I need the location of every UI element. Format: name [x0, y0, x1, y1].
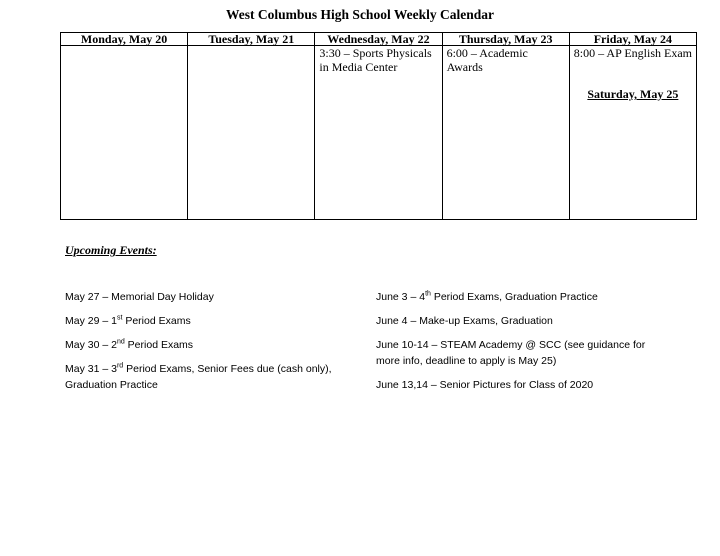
event-item: May 29 – 1st Period Exams — [65, 314, 191, 327]
event-ordinal: nd — [116, 338, 125, 346]
day-header-monday: Monday, May 20 — [61, 33, 188, 46]
event-text: Period Exams — [124, 339, 194, 351]
event-item: June 3 – 4th Period Exams, Graduation Practice — [376, 290, 598, 303]
event-date: June 3 — [376, 291, 408, 303]
day-cell-monday — [61, 46, 188, 220]
event-item: May 27 – Memorial Day Holiday — [65, 291, 214, 303]
event-item: May 31 – 3rd Period Exams, Senior Fees due (cash only), Graduation Practice — [65, 362, 332, 391]
event-number: 1 — [111, 315, 117, 327]
event-number: 2 — [111, 339, 117, 351]
event-item: June 4 – Make-up Exams, Graduation — [376, 315, 553, 327]
upcoming-events-right — [376, 289, 666, 401]
event-number: 4 — [419, 291, 426, 303]
event-text: Make-up Exams, Graduation — [419, 315, 553, 327]
day-header-wednesday: Wednesday, May 22 — [315, 33, 442, 46]
day-header-thursday: Thursday, May 23 — [442, 33, 569, 46]
calendar-event: 8:00 – AP English Exam — [573, 46, 692, 60]
event-text: Period Exams, Senior Fees due (cash only), Graduation Practice — [65, 363, 332, 391]
event-ordinal: th — [425, 290, 431, 298]
event-ordinal: rd — [116, 362, 124, 370]
day-cell-wednesday — [315, 46, 442, 220]
calendar-event: 6:00 – Academic Awards — [446, 46, 528, 74]
day-cell-thursday — [442, 46, 569, 220]
event-date: May 31 — [65, 363, 100, 375]
event-ordinal: st — [116, 314, 123, 322]
event-text: Memorial Day Holiday — [111, 291, 214, 303]
day-cell-tuesday — [188, 46, 315, 220]
page-title: West Columbus High School Weekly Calendar — [226, 7, 494, 22]
event-text: Period Exams — [122, 315, 191, 327]
calendar-event: 3:30 – Sports Physicals in Media Center — [319, 46, 432, 74]
event-text: Period Exams, Graduation Practice — [430, 291, 598, 303]
event-date: June 10-14 — [376, 339, 429, 351]
calendar-body-row — [61, 46, 697, 220]
event-item: May 30 – 2nd Period Exams — [65, 338, 194, 351]
event-date: June 4 — [376, 315, 408, 327]
saturday-label: Saturday, May 25 — [587, 87, 679, 101]
event-item: June 10-14 – STEAM Academy @ SCC (see guidance for more info, deadline to apply is May 25) — [376, 339, 646, 367]
event-date: May 29 — [65, 315, 100, 327]
event-text: Senior Pictures for Class of 2020 — [439, 379, 594, 391]
event-date: May 30 — [65, 339, 100, 351]
upcoming-events-heading: Upcoming Events: — [65, 243, 157, 257]
day-header-friday: Friday, May 24 — [569, 33, 696, 46]
day-cell-friday — [569, 46, 696, 220]
weekly-calendar-table — [60, 32, 697, 220]
event-text: STEAM Academy @ SCC (see guidance for more info, deadline to apply is May 25) — [376, 339, 646, 367]
calendar-header-row — [61, 33, 697, 46]
upcoming-events-left — [65, 289, 335, 401]
day-header-tuesday: Tuesday, May 21 — [188, 33, 315, 46]
event-date: May 27 — [65, 291, 100, 303]
event-date: June 13,14 — [376, 379, 428, 391]
event-item: June 13,14 – Senior Pictures for Class of 2020 — [376, 379, 594, 391]
event-number: 3 — [111, 363, 117, 375]
